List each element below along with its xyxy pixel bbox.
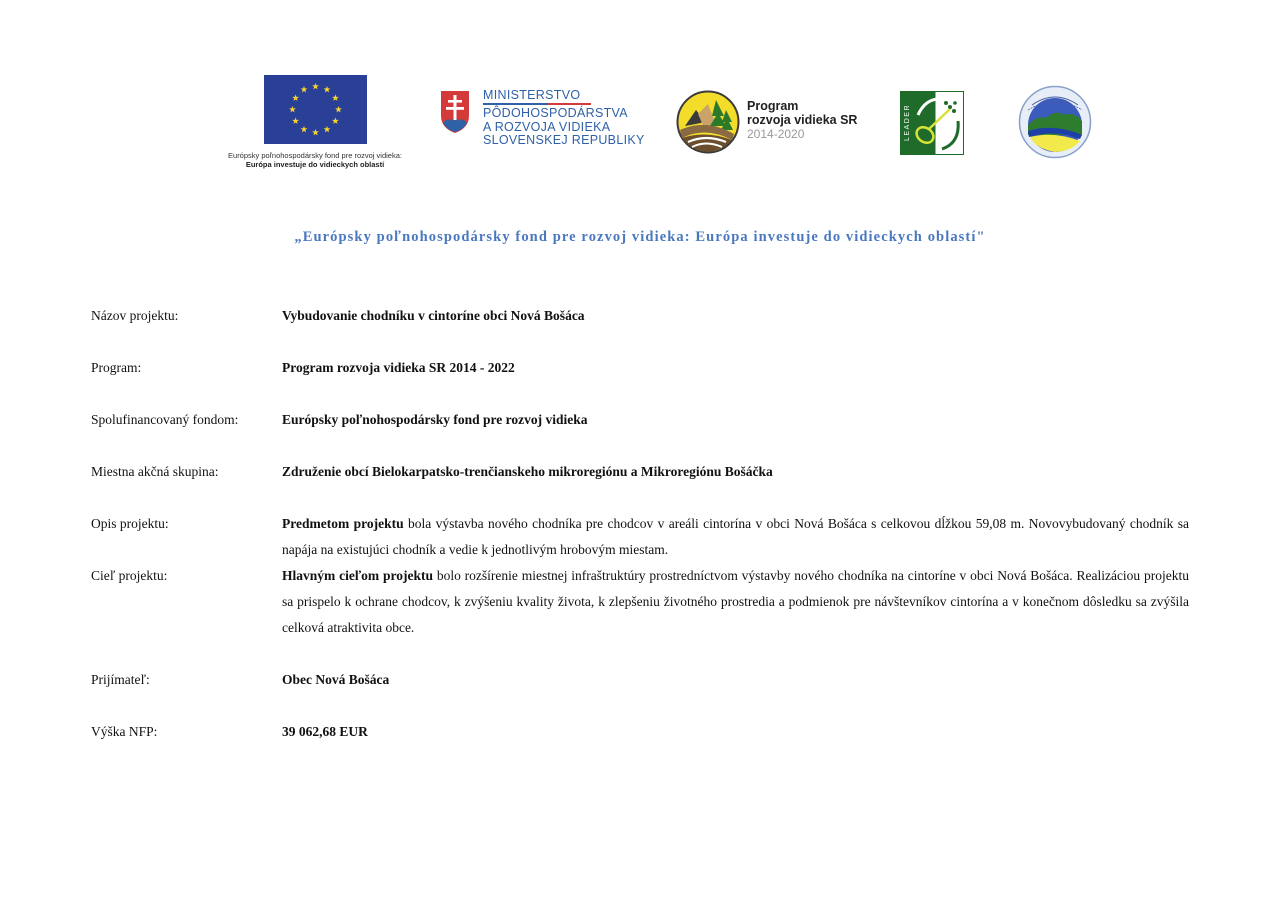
ministry-logo [440,88,660,158]
ministry-line1: MINISTERSTVO [483,88,581,102]
leader-logo [900,91,964,155]
value-goal [282,563,1189,641]
label-amount: Výška NFP: [91,724,158,739]
label-recipient: Prijímateľ: [91,672,150,687]
eu-fund-logo [200,75,430,175]
value-amount: 39 062,68 EUR [282,724,368,739]
mas-emblem-icon [1018,85,1092,159]
value-recipient: Obec Nová Bošáca [282,672,390,687]
eu-caption-line2: Európa investuje do vidieckych oblastí [245,160,385,169]
ministry-divider [483,103,591,105]
label-description: Opis projektu: [91,516,169,531]
logo-bar [0,0,1280,190]
fund-motto: „Európsky poľnohospodársky fond pre rozvoj vidieka: Európa investuje do vidieckych oblastí" [294,229,986,245]
value-lag: Združenie obcí Bielokarpatsko-trenčianskeho mikroregiónu a Mikroregiónu Bošáčka [282,464,773,479]
label-program: Program: [91,360,142,375]
ministry-line4: SLOVENSKEJ REPUBLIKY [483,133,645,147]
value-program: Program rozvoja vidieka SR 2014 - 2022 [282,360,515,375]
value-fund: Európsky poľnohospodársky fond pre rozvoj vidieka [282,412,588,427]
label-project-name: Názov projektu: [91,308,179,323]
mas-logo [1018,85,1092,159]
value-description [282,511,1189,563]
goal-text: bolo rozšírenie miestnej infraštruktúry prostredníctvom výstavby nového chodníka na cintoríne v obci Nová Bošáca. Realizáciou projektu sa prispelo k ochrane chodcov, k zvýšeniu kvality života, k zlepšeniu životného prostredia a podmienok pre návštevníkov cintorína a v konečnom dôsledku sa zvýšila celková atraktivita obce. [282,568,1190,635]
prv-line1: Program [747,99,799,113]
prv-logo [676,90,876,156]
eu-caption-line1: Európsky poľnohospodársky fond pre rozvoj vidieka: [228,151,402,160]
prv-line2: rozvoja vidieka SR [747,113,858,127]
label-lag: Miestna akčná skupina: [91,464,219,479]
leader-icon [900,91,964,155]
eu-flag-icon [264,75,367,144]
value-project-name: Vybudovanie chodníku v cintoríne obci Nová Bošáca [282,308,585,323]
prv-line3: 2014-2020 [747,127,805,141]
label-goal: Cieľ projektu: [91,568,168,583]
leader-text: LEADER [904,103,911,141]
description-text: bola výstavba nového chodníka pre chodcov v areáli cintorína v obci Nová Bošáca s celkovou dĺžkou 59,08 m. Novovybudovaný chodník sa napája na existujúci chodník a vedie k jednotlivým hrobovým miestam. [282,516,1190,557]
goal-lead: Hlavným cieľom projektu [282,568,433,583]
slovak-coat-of-arms-icon [440,90,470,134]
label-fund: Spolufinancovaný fondom: [91,412,239,427]
prv-landscape-icon [676,90,740,154]
description-lead: Predmetom projektu [282,516,404,531]
ministry-line3: A ROZVOJA VIDIEKA [483,119,611,134]
ministry-line2: PÔDOHOSPODÁRSTVA [483,106,628,120]
